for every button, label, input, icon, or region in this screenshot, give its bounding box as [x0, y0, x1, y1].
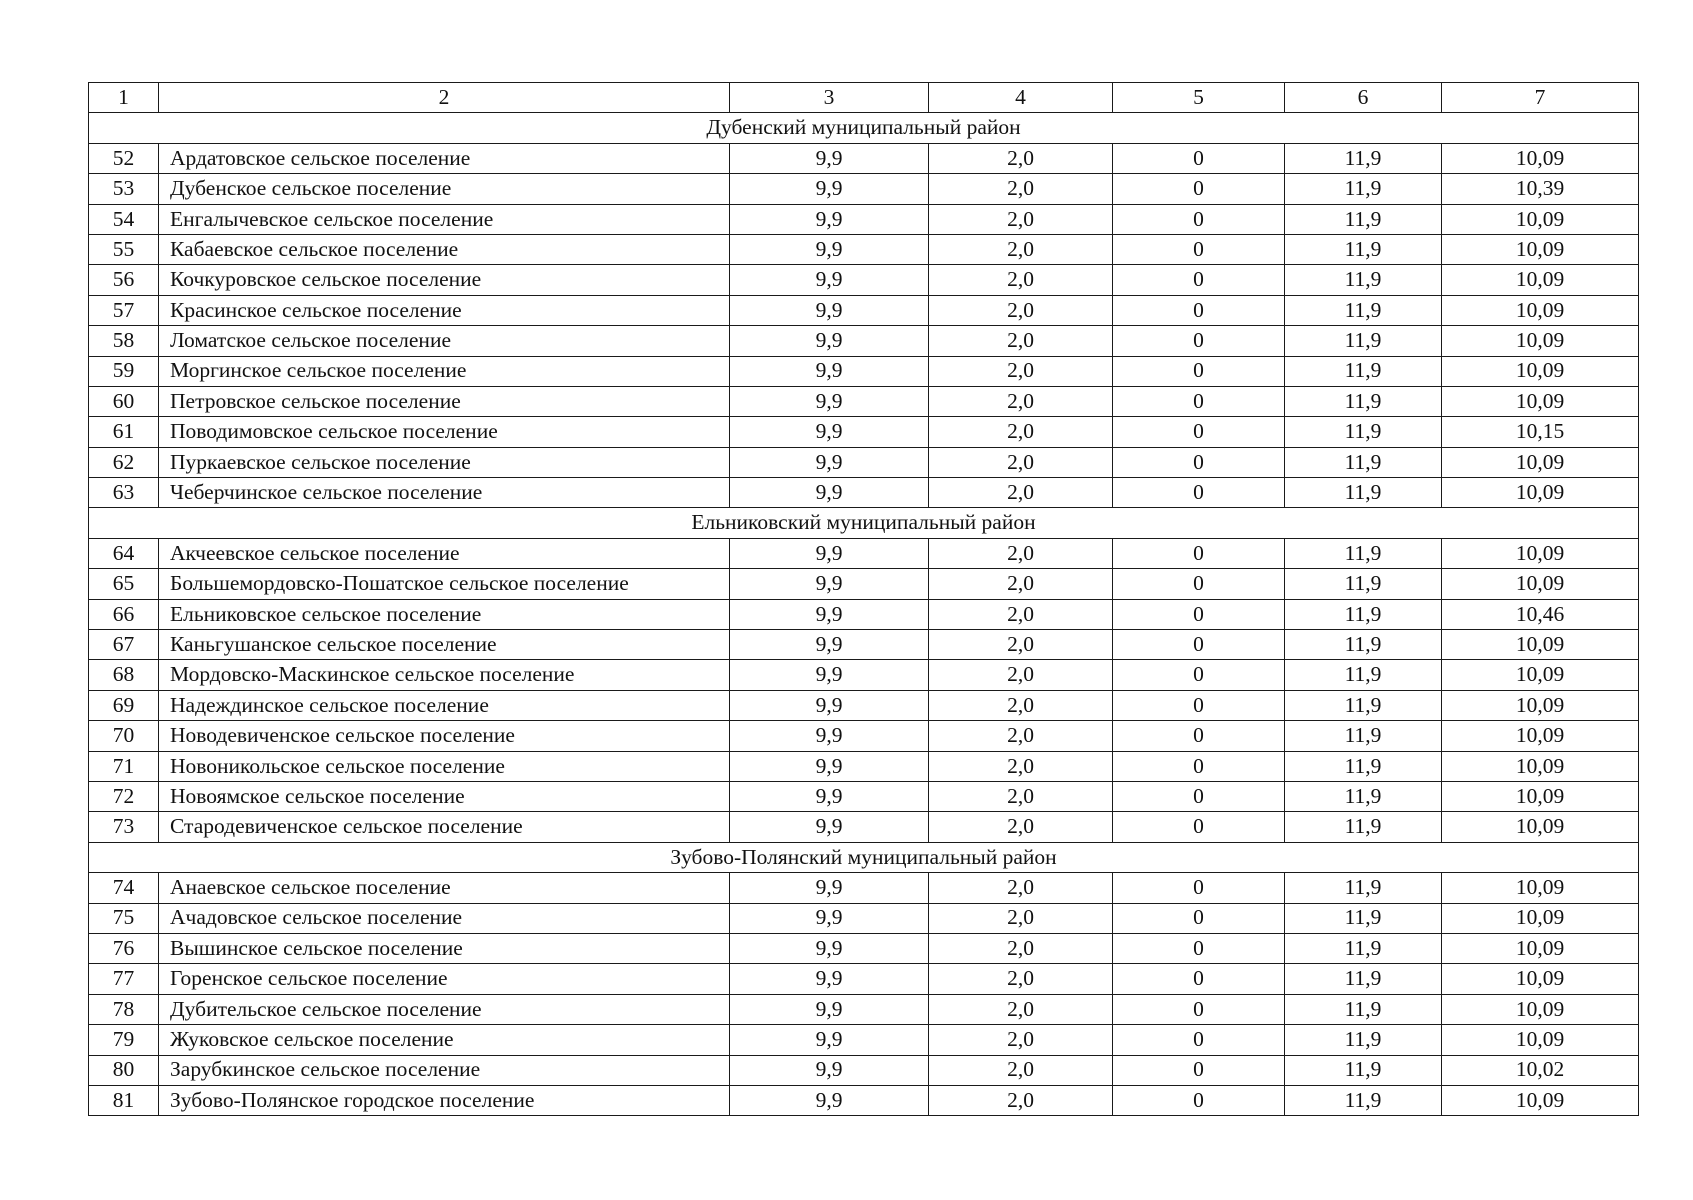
- col4-value: 2,0: [929, 751, 1113, 781]
- settlement-name: Новодевиченское сельское поселение: [159, 721, 730, 751]
- settlement-name: Енгалычевское сельское поселение: [159, 204, 730, 234]
- col7-value: 10,09: [1442, 903, 1639, 933]
- col4-value: 2,0: [929, 781, 1113, 811]
- col4-value: 2,0: [929, 569, 1113, 599]
- col7-value: 10,09: [1442, 204, 1639, 234]
- table-row: [89, 326, 1639, 356]
- col3-value: 9,9: [730, 265, 929, 295]
- table-row: [89, 1055, 1639, 1085]
- settlement-name: Новоямское сельское поселение: [159, 781, 730, 811]
- col3-value: 9,9: [730, 1055, 929, 1085]
- col3-value: 9,9: [730, 964, 929, 994]
- settlement-name: Новоникольское сельское поселение: [159, 751, 730, 781]
- col7-value: 10,09: [1442, 265, 1639, 295]
- table-row: [89, 417, 1639, 447]
- col7-value: 10,09: [1442, 478, 1639, 508]
- row-number: 62: [89, 447, 159, 477]
- col4-value: 2,0: [929, 234, 1113, 264]
- col6-value: 11,9: [1285, 143, 1442, 173]
- col5-value: 0: [1113, 873, 1285, 903]
- settlement-name: Дубенское сельское поселение: [159, 174, 730, 204]
- settlement-name: Акчеевское сельское поселение: [159, 538, 730, 568]
- row-number: 79: [89, 1025, 159, 1055]
- col7-value: 10,09: [1442, 447, 1639, 477]
- col3-value: 9,9: [730, 812, 929, 842]
- col5-value: 0: [1113, 538, 1285, 568]
- col3-value: 9,9: [730, 933, 929, 963]
- col6-value: 11,9: [1285, 751, 1442, 781]
- col6-value: 11,9: [1285, 1085, 1442, 1115]
- col6-value: 11,9: [1285, 812, 1442, 842]
- col7-value: 10,09: [1442, 326, 1639, 356]
- col6-value: 11,9: [1285, 569, 1442, 599]
- col5-value: 0: [1113, 812, 1285, 842]
- col7-value: 10,09: [1442, 660, 1639, 690]
- table-row: [89, 174, 1639, 204]
- col3-value: 9,9: [730, 873, 929, 903]
- settlement-name: Стародевиченское сельское поселение: [159, 812, 730, 842]
- row-number: 59: [89, 356, 159, 386]
- column-number: 2: [159, 83, 730, 113]
- col3-value: 9,9: [730, 781, 929, 811]
- col4-value: 2,0: [929, 903, 1113, 933]
- col5-value: 0: [1113, 234, 1285, 264]
- col3-value: 9,9: [730, 751, 929, 781]
- settlement-name: Моргинское сельское поселение: [159, 356, 730, 386]
- col7-value: 10,09: [1442, 751, 1639, 781]
- col5-value: 0: [1113, 386, 1285, 416]
- col7-value: 10,02: [1442, 1055, 1639, 1085]
- col4-value: 2,0: [929, 690, 1113, 720]
- col4-value: 2,0: [929, 417, 1113, 447]
- col7-value: 10,09: [1442, 569, 1639, 599]
- col7-value: 10,09: [1442, 234, 1639, 264]
- row-number: 66: [89, 599, 159, 629]
- settlement-name: Дубительское сельское поселение: [159, 994, 730, 1024]
- settlement-name: Кабаевское сельское поселение: [159, 234, 730, 264]
- col3-value: 9,9: [730, 630, 929, 660]
- settlement-name: Анаевское сельское поселение: [159, 873, 730, 903]
- col4-value: 2,0: [929, 873, 1113, 903]
- data-table: [88, 82, 1639, 1116]
- col4-value: 2,0: [929, 1025, 1113, 1055]
- col4-value: 2,0: [929, 812, 1113, 842]
- col3-value: 9,9: [730, 1025, 929, 1055]
- col5-value: 0: [1113, 356, 1285, 386]
- row-number: 68: [89, 660, 159, 690]
- settlement-name: Ачадовское сельское поселение: [159, 903, 730, 933]
- col6-value: 11,9: [1285, 234, 1442, 264]
- settlement-name: Пуркаевское сельское поселение: [159, 447, 730, 477]
- col3-value: 9,9: [730, 538, 929, 568]
- col4-value: 2,0: [929, 386, 1113, 416]
- col5-value: 0: [1113, 599, 1285, 629]
- col4-value: 2,0: [929, 660, 1113, 690]
- col6-value: 11,9: [1285, 690, 1442, 720]
- table-body: [89, 83, 1639, 1116]
- table-row: [89, 1025, 1639, 1055]
- col6-value: 11,9: [1285, 265, 1442, 295]
- row-number: 60: [89, 386, 159, 416]
- col4-value: 2,0: [929, 1055, 1113, 1085]
- col6-value: 11,9: [1285, 994, 1442, 1024]
- col3-value: 9,9: [730, 660, 929, 690]
- row-number: 63: [89, 478, 159, 508]
- table-row: [89, 356, 1639, 386]
- row-number: 69: [89, 690, 159, 720]
- table-row: [89, 630, 1639, 660]
- table-row: [89, 599, 1639, 629]
- col5-value: 0: [1113, 569, 1285, 599]
- col4-value: 2,0: [929, 538, 1113, 568]
- table-row: [89, 690, 1639, 720]
- table-row: [89, 295, 1639, 325]
- col5-value: 0: [1113, 781, 1285, 811]
- col5-value: 0: [1113, 751, 1285, 781]
- row-number: 56: [89, 265, 159, 295]
- col3-value: 9,9: [730, 295, 929, 325]
- settlement-name: Ардатовское сельское поселение: [159, 143, 730, 173]
- col7-value: 10,46: [1442, 599, 1639, 629]
- col6-value: 11,9: [1285, 417, 1442, 447]
- col6-value: 11,9: [1285, 1055, 1442, 1085]
- col6-value: 11,9: [1285, 599, 1442, 629]
- table-row: [89, 812, 1639, 842]
- row-number: 57: [89, 295, 159, 325]
- col6-value: 11,9: [1285, 781, 1442, 811]
- settlement-name: Поводимовское сельское поселение: [159, 417, 730, 447]
- col4-value: 2,0: [929, 599, 1113, 629]
- col4-value: 2,0: [929, 356, 1113, 386]
- col3-value: 9,9: [730, 569, 929, 599]
- col3-value: 9,9: [730, 204, 929, 234]
- col3-value: 9,9: [730, 903, 929, 933]
- col6-value: 11,9: [1285, 630, 1442, 660]
- col3-value: 9,9: [730, 690, 929, 720]
- table-row: [89, 478, 1639, 508]
- settlement-name: Горенское сельское поселение: [159, 964, 730, 994]
- settlement-name: Кочкуровское сельское поселение: [159, 265, 730, 295]
- section-title: Дубенский муниципальный район: [89, 113, 1639, 143]
- col3-value: 9,9: [730, 356, 929, 386]
- col5-value: 0: [1113, 721, 1285, 751]
- table-row: [89, 751, 1639, 781]
- col3-value: 9,9: [730, 994, 929, 1024]
- column-number: 5: [1113, 83, 1285, 113]
- col3-value: 9,9: [730, 478, 929, 508]
- column-number: 7: [1442, 83, 1639, 113]
- section-header-row: [89, 113, 1639, 143]
- settlement-name: Зарубкинское сельское поселение: [159, 1055, 730, 1085]
- col5-value: 0: [1113, 326, 1285, 356]
- col3-value: 9,9: [730, 234, 929, 264]
- col3-value: 9,9: [730, 386, 929, 416]
- row-number: 77: [89, 964, 159, 994]
- col7-value: 10,09: [1442, 143, 1639, 173]
- col5-value: 0: [1113, 143, 1285, 173]
- settlement-name: Мордовско-Маскинское сельское поселение: [159, 660, 730, 690]
- table-row: [89, 234, 1639, 264]
- col6-value: 11,9: [1285, 326, 1442, 356]
- settlement-name: Каньгушанское сельское поселение: [159, 630, 730, 660]
- row-number: 80: [89, 1055, 159, 1085]
- table-row: [89, 781, 1639, 811]
- col7-value: 10,39: [1442, 174, 1639, 204]
- col6-value: 11,9: [1285, 873, 1442, 903]
- row-number: 74: [89, 873, 159, 903]
- col7-value: 10,09: [1442, 690, 1639, 720]
- table-row: [89, 873, 1639, 903]
- col5-value: 0: [1113, 417, 1285, 447]
- col4-value: 2,0: [929, 326, 1113, 356]
- column-number-row: [89, 83, 1639, 113]
- col4-value: 2,0: [929, 295, 1113, 325]
- settlement-name: Чеберчинское сельское поселение: [159, 478, 730, 508]
- col3-value: 9,9: [730, 143, 929, 173]
- settlement-name: Надеждинское сельское поселение: [159, 690, 730, 720]
- col4-value: 2,0: [929, 933, 1113, 963]
- section-title: Зубово-Полянский муниципальный район: [89, 842, 1639, 872]
- col5-value: 0: [1113, 964, 1285, 994]
- section-header-row: [89, 842, 1639, 872]
- col7-value: 10,09: [1442, 538, 1639, 568]
- col6-value: 11,9: [1285, 660, 1442, 690]
- table-row: [89, 265, 1639, 295]
- col7-value: 10,09: [1442, 356, 1639, 386]
- settlement-name: Ельниковское сельское поселение: [159, 599, 730, 629]
- col6-value: 11,9: [1285, 964, 1442, 994]
- table-row: [89, 903, 1639, 933]
- col5-value: 0: [1113, 903, 1285, 933]
- row-number: 70: [89, 721, 159, 751]
- table-row: [89, 143, 1639, 173]
- col6-value: 11,9: [1285, 903, 1442, 933]
- col6-value: 11,9: [1285, 295, 1442, 325]
- col5-value: 0: [1113, 478, 1285, 508]
- row-number: 53: [89, 174, 159, 204]
- col4-value: 2,0: [929, 964, 1113, 994]
- col5-value: 0: [1113, 174, 1285, 204]
- col5-value: 0: [1113, 447, 1285, 477]
- col6-value: 11,9: [1285, 356, 1442, 386]
- col4-value: 2,0: [929, 447, 1113, 477]
- col3-value: 9,9: [730, 721, 929, 751]
- row-number: 52: [89, 143, 159, 173]
- col5-value: 0: [1113, 1025, 1285, 1055]
- col6-value: 11,9: [1285, 204, 1442, 234]
- col7-value: 10,09: [1442, 994, 1639, 1024]
- section-header-row: [89, 508, 1639, 538]
- col7-value: 10,09: [1442, 933, 1639, 963]
- table-row: [89, 933, 1639, 963]
- row-number: 58: [89, 326, 159, 356]
- col3-value: 9,9: [730, 599, 929, 629]
- col6-value: 11,9: [1285, 538, 1442, 568]
- col5-value: 0: [1113, 1085, 1285, 1115]
- col5-value: 0: [1113, 690, 1285, 720]
- row-number: 78: [89, 994, 159, 1024]
- table-row: [89, 204, 1639, 234]
- col7-value: 10,09: [1442, 386, 1639, 416]
- table-row: [89, 1085, 1639, 1115]
- col4-value: 2,0: [929, 265, 1113, 295]
- col6-value: 11,9: [1285, 386, 1442, 416]
- row-number: 71: [89, 751, 159, 781]
- col5-value: 0: [1113, 204, 1285, 234]
- column-number: 3: [730, 83, 929, 113]
- row-number: 67: [89, 630, 159, 660]
- col7-value: 10,09: [1442, 1085, 1639, 1115]
- col4-value: 2,0: [929, 994, 1113, 1024]
- table-row: [89, 964, 1639, 994]
- col4-value: 2,0: [929, 174, 1113, 204]
- col6-value: 11,9: [1285, 478, 1442, 508]
- row-number: 54: [89, 204, 159, 234]
- col3-value: 9,9: [730, 1085, 929, 1115]
- table-row: [89, 569, 1639, 599]
- col4-value: 2,0: [929, 630, 1113, 660]
- table-row: [89, 538, 1639, 568]
- col6-value: 11,9: [1285, 174, 1442, 204]
- table-row: [89, 721, 1639, 751]
- col4-value: 2,0: [929, 204, 1113, 234]
- table-row: [89, 447, 1639, 477]
- settlement-name: Красинское сельское поселение: [159, 295, 730, 325]
- col7-value: 10,09: [1442, 1025, 1639, 1055]
- row-number: 73: [89, 812, 159, 842]
- section-title: Ельниковский муниципальный район: [89, 508, 1639, 538]
- col7-value: 10,09: [1442, 812, 1639, 842]
- settlement-name: Жуковское сельское поселение: [159, 1025, 730, 1055]
- col5-value: 0: [1113, 994, 1285, 1024]
- col6-value: 11,9: [1285, 933, 1442, 963]
- column-number: 4: [929, 83, 1113, 113]
- col5-value: 0: [1113, 660, 1285, 690]
- col4-value: 2,0: [929, 721, 1113, 751]
- col7-value: 10,09: [1442, 781, 1639, 811]
- column-number: 1: [89, 83, 159, 113]
- table-row: [89, 386, 1639, 416]
- settlement-name: Вышинское сельское поселение: [159, 933, 730, 963]
- col7-value: 10,09: [1442, 721, 1639, 751]
- col7-value: 10,09: [1442, 295, 1639, 325]
- col6-value: 11,9: [1285, 1025, 1442, 1055]
- col7-value: 10,09: [1442, 964, 1639, 994]
- table-row: [89, 994, 1639, 1024]
- settlement-name: Петровское сельское поселение: [159, 386, 730, 416]
- col7-value: 10,09: [1442, 873, 1639, 903]
- col6-value: 11,9: [1285, 721, 1442, 751]
- col7-value: 10,09: [1442, 630, 1639, 660]
- col5-value: 0: [1113, 630, 1285, 660]
- col3-value: 9,9: [730, 417, 929, 447]
- col5-value: 0: [1113, 265, 1285, 295]
- col6-value: 11,9: [1285, 447, 1442, 477]
- col5-value: 0: [1113, 295, 1285, 325]
- row-number: 65: [89, 569, 159, 599]
- settlement-name: Ломатское сельское поселение: [159, 326, 730, 356]
- row-number: 64: [89, 538, 159, 568]
- col4-value: 2,0: [929, 1085, 1113, 1115]
- col4-value: 2,0: [929, 143, 1113, 173]
- column-number: 6: [1285, 83, 1442, 113]
- row-number: 61: [89, 417, 159, 447]
- settlement-name: Большемордовско-Пошатское сельское поселение: [159, 569, 730, 599]
- col5-value: 0: [1113, 933, 1285, 963]
- col5-value: 0: [1113, 1055, 1285, 1085]
- col3-value: 9,9: [730, 174, 929, 204]
- col4-value: 2,0: [929, 478, 1113, 508]
- row-number: 76: [89, 933, 159, 963]
- row-number: 72: [89, 781, 159, 811]
- col3-value: 9,9: [730, 447, 929, 477]
- row-number: 75: [89, 903, 159, 933]
- col3-value: 9,9: [730, 326, 929, 356]
- settlement-name: Зубово-Полянское городское поселение: [159, 1085, 730, 1115]
- table-row: [89, 660, 1639, 690]
- col7-value: 10,15: [1442, 417, 1639, 447]
- row-number: 55: [89, 234, 159, 264]
- row-number: 81: [89, 1085, 159, 1115]
